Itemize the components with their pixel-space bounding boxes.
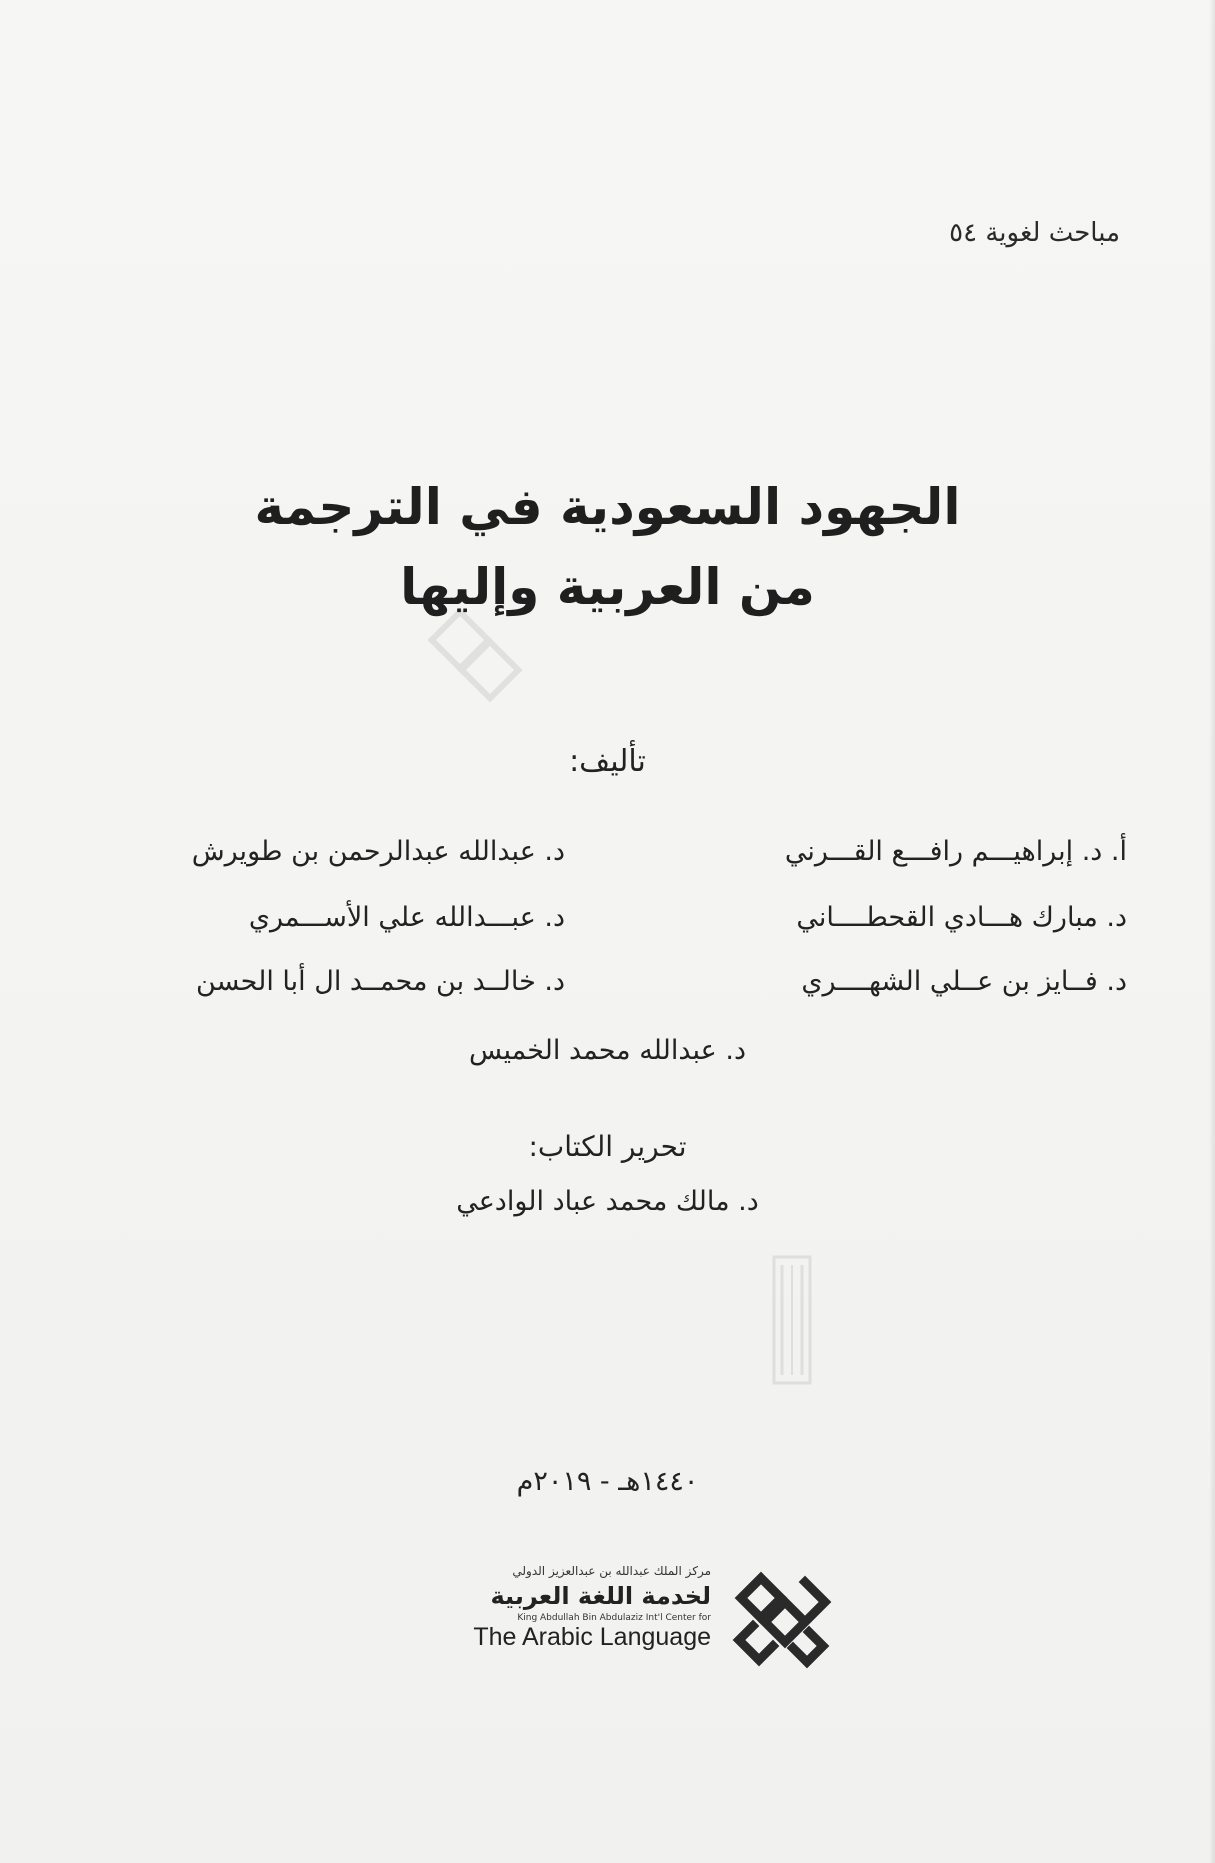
editing-heading: تحرير الكتاب: bbox=[528, 1130, 687, 1163]
author-left-2: د. عبـــدالله علي الأســـمري bbox=[248, 902, 565, 933]
publisher-english-line-1: King Abdullah Bin Abdulaziz Int'l Center for bbox=[517, 1613, 711, 1623]
publisher-arabic-line-2: لخدمة اللغة العربية bbox=[490, 1582, 711, 1610]
author-right-2: د. مبارك هـــادي القحطــــاني bbox=[796, 902, 1127, 933]
series-label: مباحث لغوية ٥٤ bbox=[949, 218, 1120, 248]
bleed-through-barcode bbox=[772, 1255, 812, 1385]
bleed-through-logo bbox=[420, 600, 530, 710]
author-center: د. عبدالله محمد الخميس bbox=[469, 1035, 746, 1066]
book-title-line-1: الجهود السعودية في الترجمة bbox=[254, 478, 961, 536]
authors-heading: تأليف: bbox=[569, 744, 646, 779]
publisher-english-line-2: The Arabic Language bbox=[473, 1623, 711, 1651]
author-right-1: أ. د. إبراهيـــم رافـــع القـــرني bbox=[784, 836, 1127, 867]
publisher-arabic-line-1: مركز الملك عبدالله بن عبدالعزيز الدولي bbox=[512, 1564, 711, 1578]
page-edge-shadow bbox=[1209, 0, 1215, 1863]
author-left-1: د. عبدالله عبدالرحمن بن طويرش bbox=[191, 836, 565, 867]
publisher-logo bbox=[455, 1560, 855, 1680]
publisher-emblem-icon bbox=[723, 1560, 843, 1680]
author-left-3: د. خالــد بن محمــد ال أبا الحسن bbox=[196, 966, 565, 997]
publication-date: ١٤٤٠هـ - ٢٠١٩م bbox=[516, 1466, 699, 1497]
publisher-name bbox=[455, 1560, 711, 1652]
editor-name: د. مالك محمد عباد الوادعي bbox=[456, 1186, 759, 1217]
author-right-3: د. فــايز بن عــلي الشهــــري bbox=[801, 966, 1127, 997]
book-title-line-2: من العربية وإليها bbox=[400, 558, 815, 616]
